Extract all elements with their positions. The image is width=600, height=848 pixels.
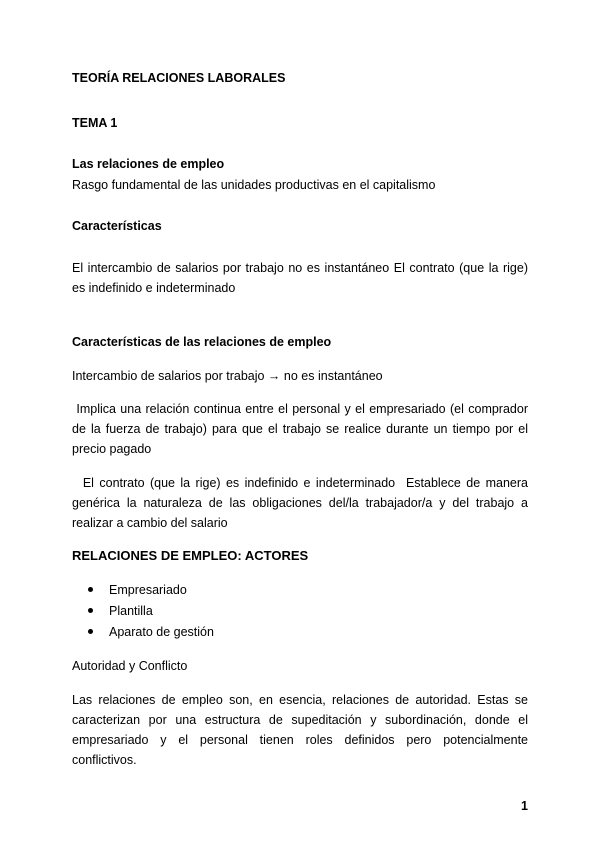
subheading-autoridad: Autoridad y Conflicto <box>72 659 188 673</box>
paragraph-contrato: El contrato (que la rige) es indefinido e indeterminado Establece de manera genérica la naturaleza de las obligaciones del/la trabajador/a y del trabajo a realizar a cambio del salario <box>72 476 532 530</box>
list-item <box>72 580 214 601</box>
paragraph-autoridad: Las relaciones de empleo son, en esencia, relaciones de autoridad. Estas se caracterizan por una estructura de supeditación y subordinación, donde el empresariado y el personal tienen roles definidos pero potencialmente conflictivos. <box>72 693 528 767</box>
section-text-rasgo: Rasgo fundamental de las unidades productivas en el capitalismo <box>72 178 436 192</box>
section-heading-relaciones-empleo: Las relaciones de empleo <box>72 157 225 171</box>
topic-heading: TEMA 1 <box>72 116 118 130</box>
bullet-icon <box>88 629 93 634</box>
actors-list <box>72 580 214 643</box>
actor-label: Empresariado <box>109 583 187 597</box>
document-title: TEORÍA RELACIONES LABORALES <box>72 71 286 85</box>
page-number: 1 <box>521 799 528 813</box>
section-text-intercambio: El intercambio de salarios por trabajo no es instantáneo El contrato (que la rige) es indefinido e indeterminado <box>72 261 528 295</box>
actor-label: Aparato de gestión <box>109 625 214 639</box>
actor-label: Plantilla <box>109 604 153 618</box>
section-heading-actores: RELACIONES DE EMPLEO: ACTORES <box>72 548 309 563</box>
bullet-icon <box>88 587 93 592</box>
list-item <box>72 601 214 622</box>
paragraph-implica: Implica una relación continua entre el personal y el empresariado (el comprador de la fuerza de trabajo) para que el trabajo se realice durante un tiempo por el precio pagado <box>72 402 532 456</box>
bullet-icon <box>88 608 93 613</box>
intercambio-line: Intercambio de salarios por trabajo → no es instantáneo <box>72 369 383 383</box>
list-item <box>72 622 214 643</box>
section-heading-caracteristicas: Características <box>72 219 162 233</box>
section-heading-caracteristicas-relaciones: Características de las relaciones de empleo <box>72 335 332 349</box>
